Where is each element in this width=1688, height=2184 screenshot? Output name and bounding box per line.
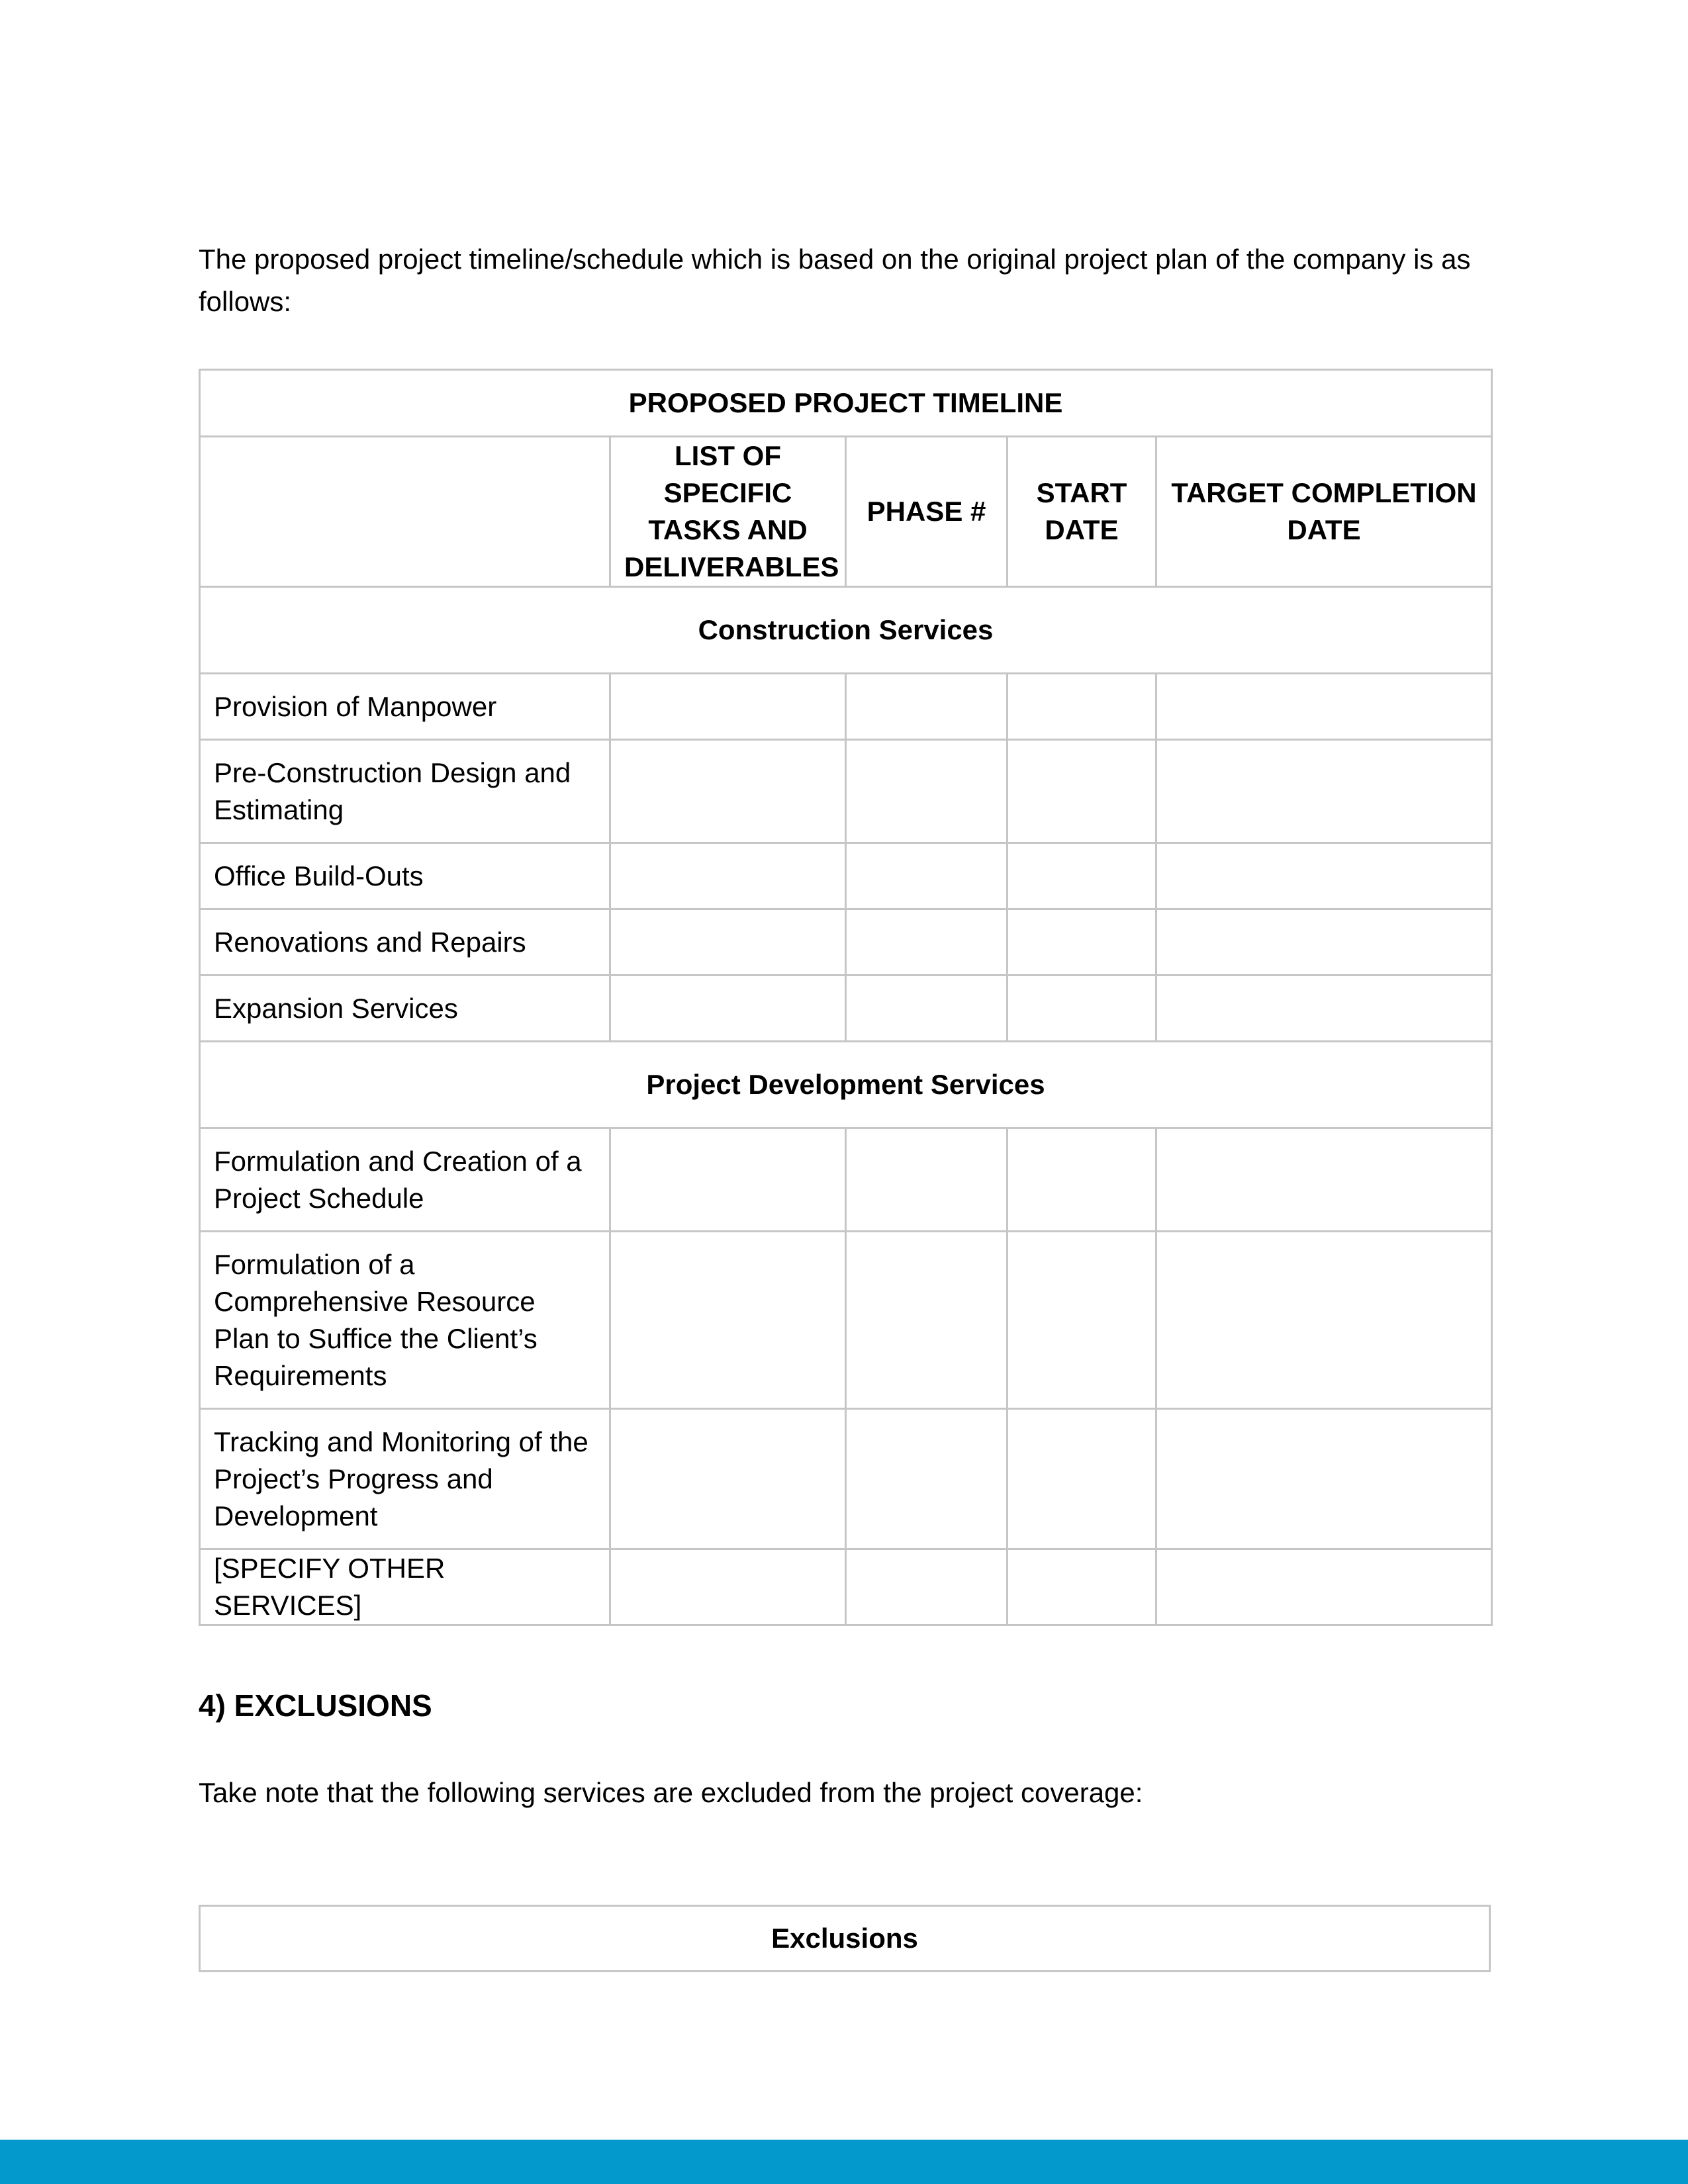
start-date-cell[interactable] xyxy=(1008,1232,1156,1409)
start-date-cell[interactable] xyxy=(1008,674,1156,740)
footer-bar xyxy=(0,2140,1688,2184)
target-date-cell[interactable] xyxy=(1156,740,1492,843)
phase-cell[interactable] xyxy=(846,843,1008,909)
table-row xyxy=(200,1409,1492,1549)
row-label: Formulation of a Comprehensive Resource Plan to Suffice the Client’s Requirements xyxy=(200,1232,610,1409)
row-label: Formulation and Creation of a Project Schedule xyxy=(200,1128,610,1232)
target-date-cell[interactable] xyxy=(1156,976,1492,1042)
phase-cell[interactable] xyxy=(846,1549,1008,1625)
start-date-cell[interactable] xyxy=(1008,843,1156,909)
table-row xyxy=(200,976,1492,1042)
target-date-cell[interactable] xyxy=(1156,1128,1492,1232)
target-date-cell[interactable] xyxy=(1156,674,1492,740)
start-date-cell[interactable] xyxy=(1008,1549,1156,1625)
table-row xyxy=(200,1128,1492,1232)
table-row xyxy=(200,843,1492,909)
tasks-cell[interactable] xyxy=(610,909,846,976)
tasks-cell[interactable] xyxy=(610,1232,846,1409)
header-target-completion-date: TARGET COMPLETION DATE xyxy=(1156,437,1492,587)
row-label: Expansion Services xyxy=(200,976,610,1042)
header-tasks-deliverables: LIST OF SPECIFIC TASKS AND DELIVERABLES xyxy=(610,437,846,587)
tasks-cell[interactable] xyxy=(610,843,846,909)
row-label: Tracking and Monitoring of the Project’s Progress and Development xyxy=(200,1409,610,1549)
proposed-project-timeline-table xyxy=(199,369,1493,1626)
phase-cell[interactable] xyxy=(846,909,1008,976)
tasks-cell[interactable] xyxy=(610,976,846,1042)
row-label: Provision of Manpower xyxy=(200,674,610,740)
tasks-cell[interactable] xyxy=(610,740,846,843)
exclusions-table-header: Exclusions xyxy=(200,1906,1490,1972)
phase-cell[interactable] xyxy=(846,674,1008,740)
table-row xyxy=(200,674,1492,740)
start-date-cell[interactable] xyxy=(1008,1409,1156,1549)
tasks-cell[interactable] xyxy=(610,1409,846,1549)
table-row xyxy=(200,1549,1492,1625)
target-date-cell[interactable] xyxy=(1156,909,1492,976)
phase-cell[interactable] xyxy=(846,1232,1008,1409)
start-date-cell[interactable] xyxy=(1008,740,1156,843)
table-row xyxy=(200,1232,1492,1409)
phase-cell[interactable] xyxy=(846,740,1008,843)
exclusions-note: Take note that the following services are excluded from the project coverage: xyxy=(199,1777,1143,1808)
phase-cell[interactable] xyxy=(846,1409,1008,1549)
target-date-cell[interactable] xyxy=(1156,1232,1492,1409)
intro-paragraph: The proposed project timeline/schedule which is based on the original project plan of the company is as follows: xyxy=(199,244,1471,317)
tasks-cell[interactable] xyxy=(610,1549,846,1625)
header-phase: PHASE # xyxy=(846,437,1008,587)
tasks-cell[interactable] xyxy=(610,674,846,740)
table-row xyxy=(200,740,1492,843)
group-heading-construction-services: Construction Services xyxy=(200,587,1492,674)
phase-cell[interactable] xyxy=(846,1128,1008,1232)
tasks-cell[interactable] xyxy=(610,1128,846,1232)
group-heading-project-development-services: Project Development Services xyxy=(200,1042,1492,1128)
target-date-cell[interactable] xyxy=(1156,843,1492,909)
exclusions-table xyxy=(199,1905,1491,1972)
start-date-cell[interactable] xyxy=(1008,909,1156,976)
exclusions-heading: 4) EXCLUSIONS xyxy=(199,1688,432,1723)
table-title: PROPOSED PROJECT TIMELINE xyxy=(200,370,1492,437)
target-date-cell[interactable] xyxy=(1156,1409,1492,1549)
start-date-cell[interactable] xyxy=(1008,976,1156,1042)
row-label: [SPECIFY OTHER SERVICES] xyxy=(200,1549,610,1625)
phase-cell[interactable] xyxy=(846,976,1008,1042)
header-cell-empty xyxy=(200,437,610,587)
row-label: Renovations and Repairs xyxy=(200,909,610,976)
table-row xyxy=(200,909,1492,976)
header-start-date: START DATE xyxy=(1008,437,1156,587)
row-label: Office Build-Outs xyxy=(200,843,610,909)
row-label: Pre-Construction Design and Estimating xyxy=(200,740,610,843)
target-date-cell[interactable] xyxy=(1156,1549,1492,1625)
start-date-cell[interactable] xyxy=(1008,1128,1156,1232)
